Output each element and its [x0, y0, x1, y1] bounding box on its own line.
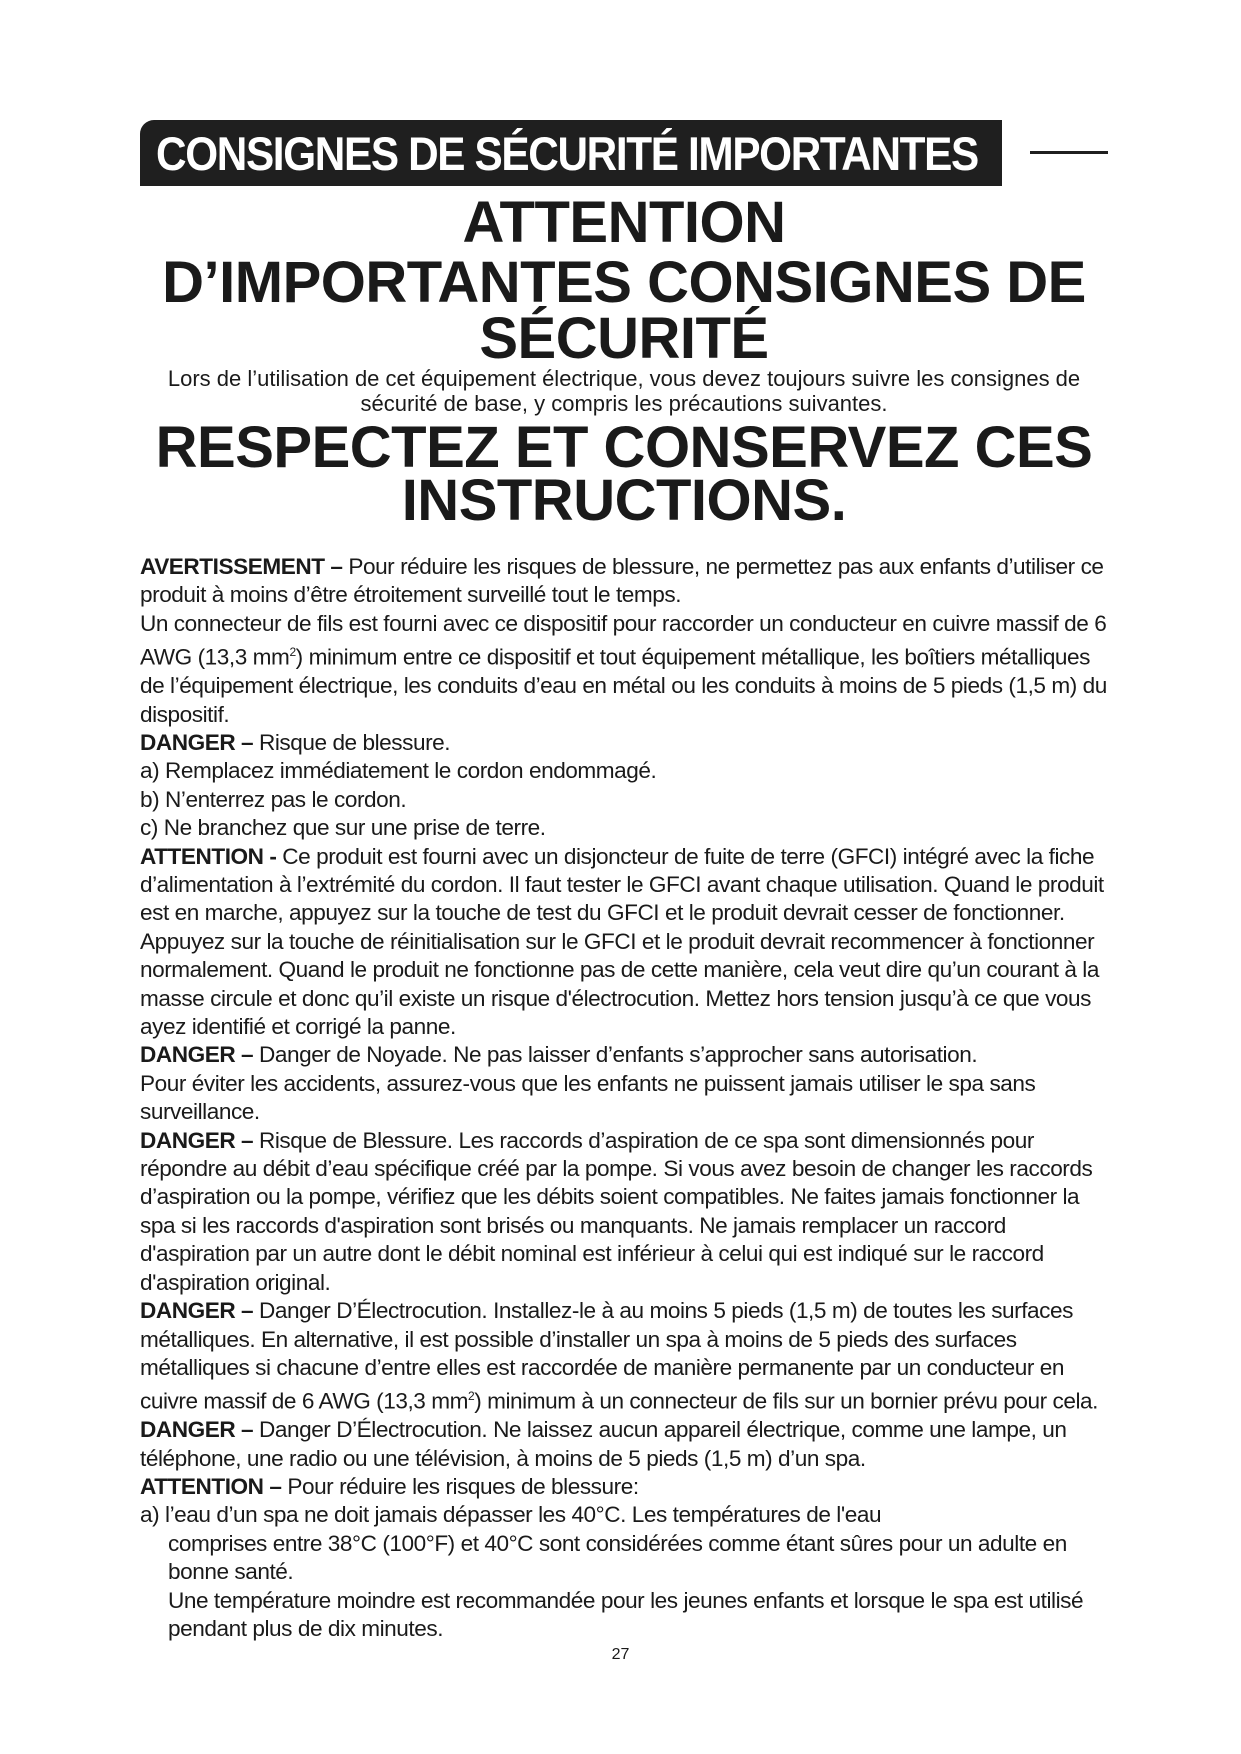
safety-instructions: [140, 553, 1115, 1644]
attention-label: ATTENTION –: [140, 1474, 282, 1500]
danger-paragraph-suction: [140, 1127, 1115, 1297]
list-item: b) N’enterrez pas le cordon.: [140, 786, 407, 812]
list-item-continuation: comprises entre 38°C (100°F) et 40°C sont considérées comme étant sûres pour un adulte en bonne santé.: [168, 1530, 1067, 1585]
danger-label: DANGER –: [140, 1127, 254, 1153]
danger-text: Danger D’Électrocution. Ne laissez aucun appareil électrique, comme une lampe, un téléphone, une radio ou une télévision, à moins de 5 pieds (1,5 m) d’un spa.: [140, 1417, 1067, 1471]
danger-text: Risque de Blessure. Les raccords d’aspiration de ce spa sont dimensionnés pour répondre au débit d’eau spécifique créé par la pompe. Si vous avez besoin de changer les raccords d’aspiration ou la pompe, vérifiez que les débits soient compatibles. Ne faites jamais fonctionner la spa si les raccords d'aspiration sont brisés ou manquants. Ne jamais remplacer un raccord d'aspiration par un autre dont le débit nominal est inférieur à celui qui est indiqué sur le raccord d'aspiration original.: [140, 1127, 1093, 1295]
warning-label: AVERTISSEMENT –: [140, 554, 343, 579]
intro-line-1: Lors de l’utilisation de cet équipement électrique, vous devez toujours suivre les consignes de: [167, 366, 1081, 391]
page-number: 27: [611, 1646, 630, 1663]
title-line-2: D’IMPORTANTES CONSIGNES DE: [162, 250, 1086, 315]
connector-text-b: ) minimum entre ce dispositif et tout équipement métallique, les boîtiers métalliques de l’équipement électrique, les conduits d’eau en métal ou les conduits à moins de 5 pieds (1,5 m) du dispositif.: [140, 644, 1107, 727]
subtitle-line-1: RESPECTEZ ET CONSERVEZ CES: [155, 415, 1093, 480]
attention-paragraph-temperature: [140, 1473, 1115, 1501]
list-item: a) l’eau d’un spa ne doit jamais dépasser les 40°C. Les températures de l'eau: [140, 1502, 882, 1528]
danger-label: DANGER –: [140, 1417, 254, 1443]
attention-label: ATTENTION -: [140, 843, 277, 869]
section-header-bar: [140, 120, 1002, 186]
intro-text: [140, 366, 1108, 416]
danger-paragraph-injury: [140, 729, 1115, 757]
list-item: a) Remplacez immédiatement le cordon endommagé.: [140, 758, 657, 784]
danger-label: DANGER –: [140, 729, 254, 755]
title-line-3: SÉCURITÉ: [479, 306, 769, 371]
list-item: c) Ne branchez que sur une prise de terre.: [140, 815, 546, 841]
danger-label: DANGER –: [140, 1298, 254, 1324]
connector-text-a: Un connecteur de fils est fourni avec ce dispositif pour raccorder un conducteur en cuivre massif de 6 AWG (13,3 mm: [140, 610, 1107, 670]
danger-paragraph-electrocution-appliances: [140, 1416, 1115, 1473]
section-header-title: CONSIGNES DE SÉCURITÉ IMPORTANTES: [156, 126, 978, 180]
title-line-1: ATTENTION: [462, 190, 786, 255]
warning-text: Pour réduire les risques de blessure, ne permettez pas aux enfants d’utiliser ce produit à moins d’être étroitement surveillé tout le temps.: [140, 554, 1104, 608]
attention-text: Ce produit est fourni avec un disjoncteur de fuite de terre (GFCI) intégré avec la fiche d’alimentation à l’extrémité du cordon. Il faut tester le GFCI avant chaque utilisation. Quand le produit est en marche, appuyez sur la touche de test du GFCI et le produit devrait cesser de fonctionner. Appuyez sur la touche de réinitialisation sur le GFCI et le produit devrait recommencer à fonctionner normalement. Quand le produit ne fonctionne pas de cette manière, cela veut dire qu’un courant à la masse circule et donc qu’il existe un risque d'électrocution. Mettez hors tension jusqu’à ce que vous ayez identifié et corrigé la panne.: [140, 843, 1104, 1040]
danger-text-a: Danger D’Électrocution. Installez-le à au moins 5 pieds (1,5 m) de toutes les surfaces métalliques. En alternative, il est possible d’installer un spa à moins de 5 pieds des surfaces métalliques si chacune d’entre elles est raccordée de manière permanente par un conducteur en cuivre massif de 6 AWG (13,3 mm: [140, 1298, 1073, 1414]
intro-line-2: sécurité de base, y compris les précautions suivantes.: [360, 391, 888, 416]
attention-text: Pour réduire les risques de blessure:: [281, 1474, 639, 1500]
danger-text: Danger de Noyade. Ne pas laisser d’enfants s’approcher sans autorisation.: [253, 1042, 978, 1068]
subtitle-line-2: INSTRUCTIONS.: [401, 468, 847, 533]
danger-text: Risque de blessure.: [253, 729, 451, 755]
list-item-continuation: Une température moindre est recommandée pour les jeunes enfants et lorsque le spa est utilisé pendant plus de dix minutes.: [168, 1587, 1084, 1642]
danger-text-b: ) minimum à un connecteur de fils sur un bornier prévu pour cela.: [474, 1388, 1098, 1414]
attention-paragraph-gfci: [140, 843, 1115, 1042]
header-rule: [1030, 151, 1108, 154]
danger-label: DANGER –: [140, 1042, 254, 1068]
danger-paragraph-drowning: [140, 1041, 1115, 1069]
drowning-prevention-text: Pour éviter les accidents, assurez-vous que les enfants ne puissent jamais utiliser le spa sans surveillance.: [140, 1070, 1036, 1125]
superscript: 2: [289, 645, 296, 660]
superscript: 2: [467, 1389, 475, 1404]
connector-paragraph: [140, 610, 1115, 729]
warning-paragraph-children: [140, 553, 1115, 610]
danger-paragraph-electrocution-distance: [140, 1297, 1115, 1416]
